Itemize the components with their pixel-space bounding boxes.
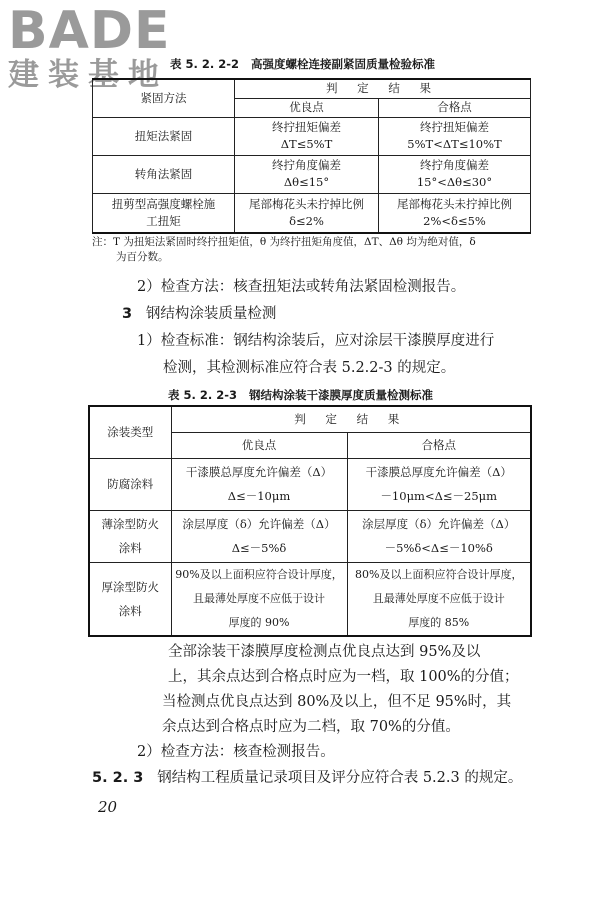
cell-line: 涂层厚度（δ）允许偏差（Δ） [182, 517, 336, 531]
table2-cell-excellent [171, 510, 347, 562]
table1-cell-excellent [235, 155, 379, 193]
table1-cell-excellent [235, 193, 379, 233]
clause-5-2-3 [92, 764, 522, 793]
table2-cell-type: 防腐涂料 [89, 458, 171, 510]
table2-caption [168, 387, 433, 403]
table2-header-type: 涂装类型 [89, 406, 171, 458]
section-3-title: 钢结构涂装质量检测 [145, 306, 277, 322]
cell-line: 厚度的 85% [408, 615, 470, 629]
table2-caption-title: 钢结构涂装干漆膜厚度质量检测标准 [249, 388, 434, 402]
cell-line: 终拧扭矩偏差 [420, 120, 489, 134]
inspection-method-2b: 2）检查方法：核查检测报告。 [137, 744, 335, 760]
page-number: 20 [98, 798, 118, 816]
note-line: 注：T 为扭矩法紧固时终拧扭矩值，θ 为终拧扭矩角度值，ΔT、Δθ 均为绝对值，δ [92, 236, 476, 248]
cell-line: 干漆膜总厚度允许偏差（Δ） [365, 465, 512, 479]
table1-note [92, 235, 542, 265]
cell-line: 尾部梅花头未拧掉比例 [249, 196, 364, 211]
table1-caption [170, 56, 435, 72]
cell-line: 且最薄处厚度不应低于设计 [372, 591, 505, 605]
section-3-number: 3 [122, 306, 133, 322]
clause-text: 钢结构工程质量记录项目及评分应符合表 5.2.3 的规定。 [157, 770, 523, 786]
paragraph-line: 全部涂装干漆膜厚度检测点优良点达到 95%及以 [168, 644, 481, 660]
table1 [92, 78, 531, 234]
cell-line: 15°<Δθ≤30° [416, 175, 493, 189]
cell-line: 薄涂型防火 [101, 517, 159, 531]
inspection-standard-1-line2: 检测，其检测标准应符合表 5.2.2-3 的规定。 [163, 360, 456, 376]
table1-header-method: 紧固方法 [93, 79, 235, 117]
cell-line: 厚涂型防火 [101, 579, 159, 594]
table2 [88, 405, 532, 637]
logo-subtitle: 建装基地 [8, 57, 168, 93]
cell-line: 涂层厚度（δ）允许偏差（Δ） [362, 517, 516, 531]
table1-cell-method: 扭矩法紧固 [93, 117, 235, 155]
cell-line: 90%及以上面积应符合设计厚度， [175, 567, 343, 581]
table-row [89, 510, 531, 562]
inspection-method-2: 2）检查方法：核查扭矩法或转角法紧固检测报告。 [137, 279, 466, 295]
cell-line: －5%δ<Δ≤－10%δ [384, 541, 493, 555]
table-row [93, 117, 531, 155]
cell-line: 厚度的 90% [228, 615, 290, 629]
paragraph-line: 余点达到合格点时应为二档，取 70%的分值。 [162, 719, 460, 735]
table1-header-excellent: 优良点 [235, 98, 379, 117]
table1-cell-excellent [235, 117, 379, 155]
clause-number: 5. 2. 3 [92, 770, 144, 786]
table2-header-judgement: 判 定 结 果 [171, 406, 531, 432]
cell-line: 终拧角度偏差 [272, 158, 341, 172]
table-row [93, 155, 531, 193]
cell-line: δ≤2% [289, 213, 324, 228]
cell-line: ΔT≤5%T [280, 137, 333, 151]
table1-header-judgement: 判 定 结 果 [235, 79, 531, 98]
cell-line: 80%及以上面积应符合设计厚度， [355, 567, 523, 581]
table-row [89, 458, 531, 510]
paragraph-line: 上，其余点达到合格点时应为一档，取 100%的分值； [168, 669, 519, 685]
table-row [93, 193, 531, 233]
cell-line: Δ≤－5%δ [231, 541, 287, 555]
table2-header-qualified: 合格点 [347, 432, 531, 458]
section-3-heading [122, 300, 276, 329]
cell-line: 尾部梅花头未拧掉比例 [397, 196, 512, 211]
table1-header-qualified: 合格点 [379, 98, 531, 117]
note-line: 为百分数。 [116, 251, 169, 263]
cell-line: 干漆膜总厚度允许偏差（Δ） [185, 465, 333, 479]
cell-line: Δθ≤15° [283, 175, 330, 189]
paragraph-line: 当检测点优良点达到 80%及以上，但不足 95%时，其 [162, 694, 512, 710]
table1-cell-method [93, 193, 235, 233]
cell-line: －10μm<Δ≤－25μm [380, 489, 498, 503]
logo-brand-text: BADE [8, 1, 171, 61]
table1-cell-qualified [379, 193, 531, 233]
table1-cell-qualified [379, 117, 531, 155]
cell-line: Δ≤－10μm [227, 489, 291, 503]
table2-cell-excellent [171, 562, 347, 636]
table1-caption-number: 表 5. 2. 2-2 [170, 57, 240, 71]
cell-line: 2%<δ≤5% [423, 213, 486, 228]
cell-line: 且最薄处厚度不应低于设计 [193, 591, 325, 605]
table1-cell-method: 转角法紧固 [93, 155, 235, 193]
table2-caption-number: 表 5. 2. 2-3 [168, 388, 238, 402]
table2-cell-qualified [347, 510, 531, 562]
table1-caption-title: 高强度螺栓连接副紧固质量检验标准 [251, 57, 436, 71]
table2-cell-excellent [171, 458, 347, 510]
cell-line: 终拧角度偏差 [420, 158, 489, 172]
table2-cell-type [89, 510, 171, 562]
table2-cell-qualified [347, 562, 531, 636]
cell-line: 终拧扭矩偏差 [272, 120, 341, 134]
table2-cell-qualified [347, 458, 531, 510]
cell-line: 涂料 [118, 603, 142, 618]
table2-header-excellent: 优良点 [171, 432, 347, 458]
cell-line: 涂料 [118, 541, 142, 555]
table2-cell-type [89, 562, 171, 636]
cell-line: 5%T<ΔT≤10%T [407, 137, 502, 151]
table-row [89, 562, 531, 636]
cell-text: 扭剪型高强度螺栓施工扭矩 [111, 196, 216, 228]
inspection-standard-1-line1: 1）检查标准：钢结构涂装后，应对涂层干漆膜厚度进行 [137, 333, 495, 349]
table1-cell-qualified [379, 155, 531, 193]
